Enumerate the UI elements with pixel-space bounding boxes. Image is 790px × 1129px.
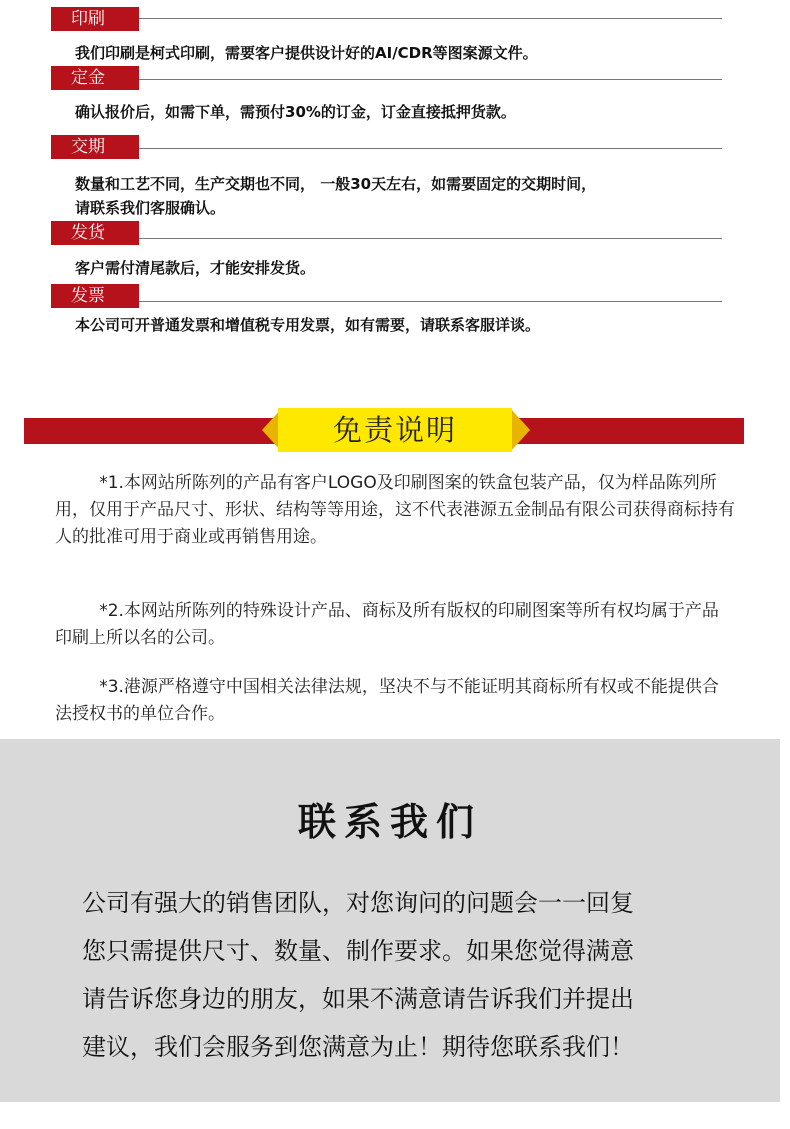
disclaimer-text: *1.本网站所陈列的产品有客户LOGO及印刷图案的铁盒包装产品，仅为样品陈列所用，仅用于产品尺寸、形状、结构等等用途，这不代表港源五金制品有限公司获得商标持有人的批准可用于商业或再销售用途。 bbox=[55, 473, 735, 547]
banner-bar-left bbox=[24, 418, 279, 444]
divider bbox=[139, 79, 722, 80]
divider bbox=[139, 18, 722, 19]
disclaimer-banner bbox=[0, 404, 790, 456]
term-label: 定金 bbox=[51, 66, 139, 90]
banner-wing-right bbox=[510, 408, 530, 452]
contact-title: 联系我们 bbox=[297, 800, 482, 844]
disclaimer-item-3 bbox=[55, 674, 735, 728]
contact-us-panel bbox=[0, 739, 780, 1102]
divider bbox=[139, 148, 722, 149]
term-text: 本公司可开普通发票和增值税专用发票，如有需要，请联系客服详谈。 bbox=[75, 316, 541, 334]
contact-line: 建议，我们会服务到您满意为止！期待您联系我们！ bbox=[82, 1033, 634, 1061]
contact-body bbox=[82, 879, 722, 1071]
banner-bar-right bbox=[512, 418, 744, 444]
disclaimer-text: *3.港源严格遵守中国相关法律法规，坚决不与不能证明其商标所有权或不能提供合法授权书的单位合作。 bbox=[55, 677, 719, 724]
disclaimer-item-1 bbox=[55, 470, 735, 551]
term-text: 我们印刷是柯式印刷，需要客户提供设计好的AI/CDR等图案源文件。 bbox=[75, 44, 538, 62]
disclaimer-item-2 bbox=[55, 598, 735, 652]
term-label: 印刷 bbox=[51, 7, 139, 31]
contact-line: 公司有强大的销售团队，对您询问的问题会一一回复 bbox=[82, 889, 634, 917]
term-label: 交期 bbox=[51, 135, 139, 159]
term-text: 数量和工艺不同，生产交期也不同， 一般30天左右，如需要固定的交期时间， bbox=[75, 175, 597, 193]
term-text: 客户需付清尾款后，才能安排发货。 bbox=[75, 259, 316, 277]
disclaimer-text: *2.本网站所陈列的特殊设计产品、商标及所有版权的印刷图案等所有权均属于产品印刷上所以名的公司。 bbox=[55, 601, 719, 648]
term-label: 发货 bbox=[51, 221, 139, 245]
divider bbox=[139, 238, 722, 239]
contact-line: 您只需提供尺寸、数量、制作要求。如果您觉得满意 bbox=[82, 937, 634, 965]
term-label: 发票 bbox=[51, 284, 139, 308]
divider bbox=[139, 301, 722, 302]
term-text: 确认报价后，如需下单，需预付30%的订金，订金直接抵押货款。 bbox=[75, 103, 516, 121]
term-text-continued: 请联系我们客服确认。 bbox=[75, 199, 226, 217]
contact-line: 请告诉您身边的朋友，如果不满意请告诉我们并提出 bbox=[82, 985, 634, 1013]
disclaimer-title: 免责说明 bbox=[278, 408, 512, 452]
